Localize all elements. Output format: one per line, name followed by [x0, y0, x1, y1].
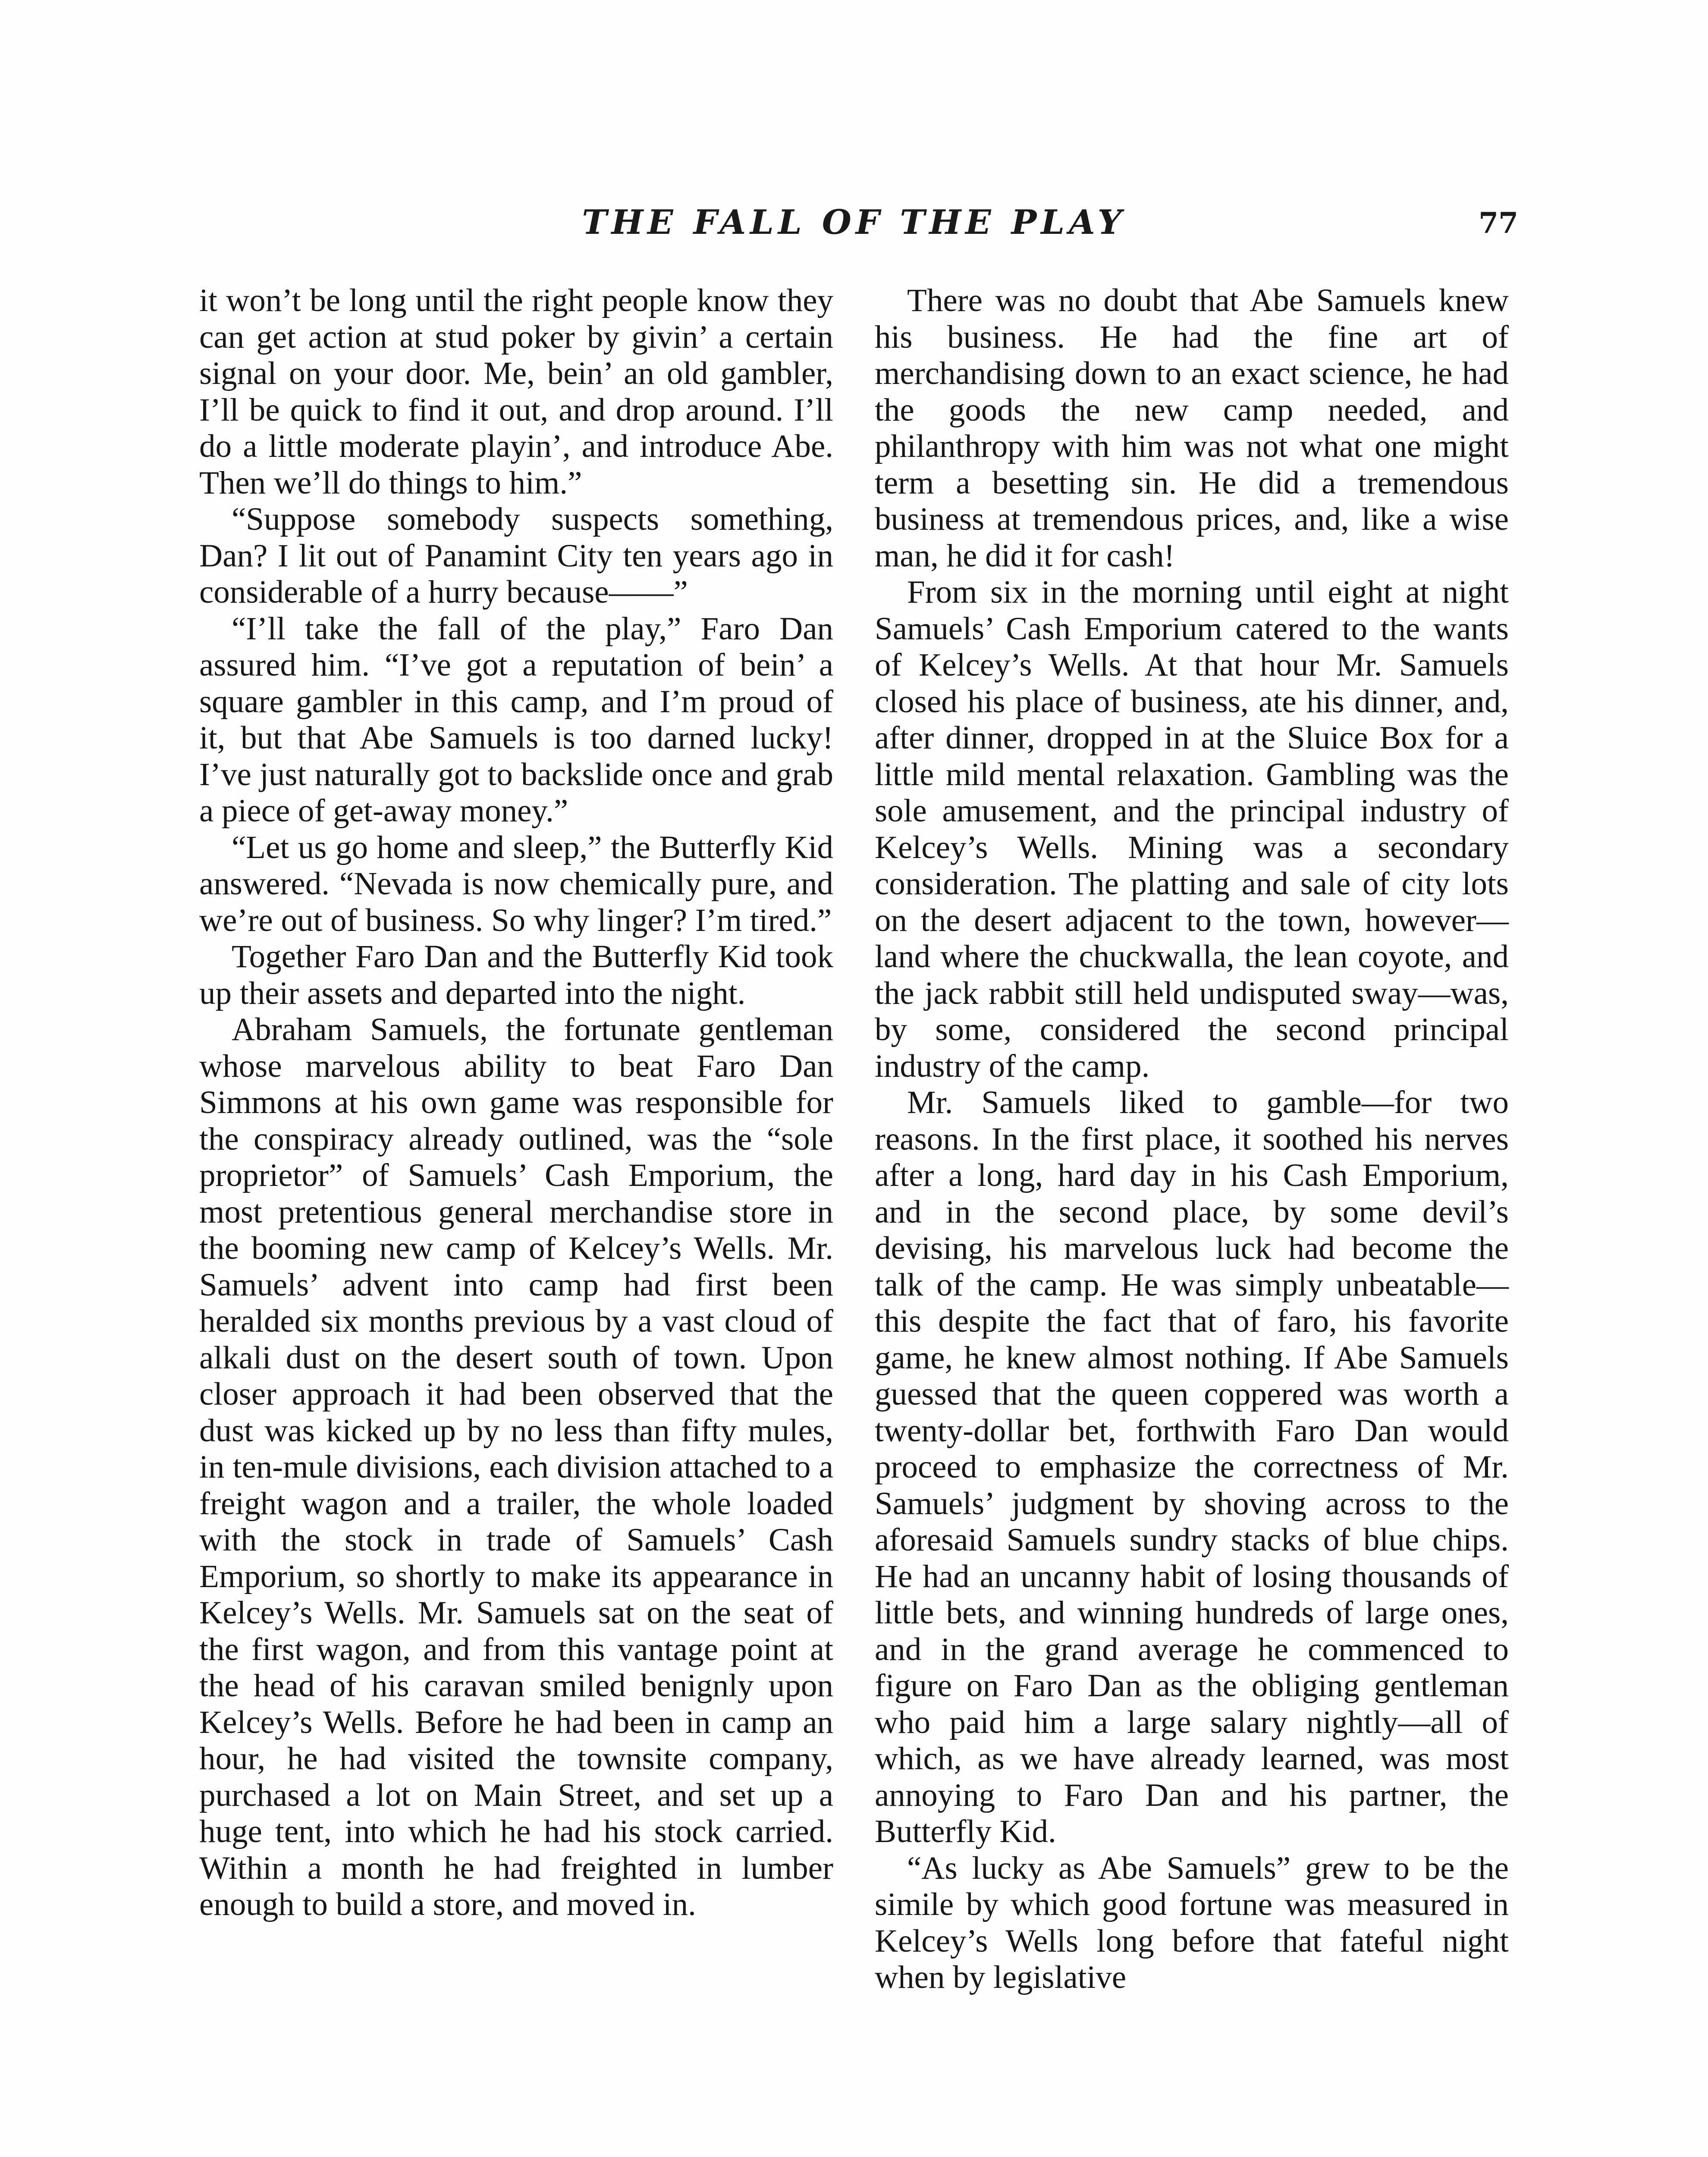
paragraph: From six in the morning until eight at night Samuels’ Cash Emporium catered to the wants of Kelcey’s Wells. At that hour Mr. Samuels closed his place of business, ate his dinner, and, after dinner, dropped in at the Sluice Box for a little mild mental relaxation. Gambling was the sole amusement, and the principal industry of Kelcey’s Wells. Mining was a secondary consideration. The platting and sale of city lots on the desert adjacent to the town, however—land where the chuckwalla, the lean coyote, and the jack rabbit still held undisputed sway—was, by some, considered the second principal industry of the camp.	[875, 574, 1509, 1084]
paragraph: “I’ll take the fall of the play,” Faro Dan assured him. “I’ve got a reputation of bein’ a square gambler in this camp, and I’m proud of it, but that Abe Samuels is too darned lucky! I’ve just naturally got to backslide once and grab a piece of get-away money.”	[199, 610, 833, 829]
paragraph: “Suppose somebody suspects something, Dan? I lit out of Panamint City ten years ago in considerable of a hurry because——”	[199, 501, 833, 610]
paragraph: Together Faro Dan and the Butterfly Kid took up their assets and departed into the night.	[199, 939, 833, 1011]
paragraph: Abraham Samuels, the fortunate gentleman whose marvelous ability to beat Faro Dan Simmons at his own game was responsible for the conspiracy already outlined, was the “sole proprietor” of Samuels’ Cash Emporium, the most pretentious general merchandise store in the booming new camp of Kelcey’s Wells. Mr. Samuels’ advent into camp had first been heralded six months previous by a vast cloud of alkali dust on the desert south of town. Upon closer approach it had been observed that the dust was kicked up by no less than fifty mules, in ten-mule divisions, each division attached to a freight wagon and a trailer, the whole loaded with the stock in trade of Samuels’ Cash Emporium, so shortly to make its appearance in Kelcey’s Wells. Mr. Samuels sat on the seat of the first wagon, and from this vantage point at the head of his caravan smiled benignly upon Kelcey’s Wells. Before he had been in camp an hour, he had visited the townsite company, purchased a lot on Main Street, and set up a huge tent, into which he had his stock carried. Within a month he had freighted in lumber enough to build a store, and moved in.	[199, 1012, 833, 1922]
paragraph: There was no doubt that Abe Samuels knew his business. He had the fine art of merchandising down to an exact science, he had the goods the new camp needed, and philanthropy with him was not what one might term a besetting sin. He did a tremendous business at tremendous prices, and, like a wise man, he did it for cash!	[875, 283, 1509, 574]
page-number: 77	[1479, 206, 1518, 240]
paragraph: Mr. Samuels liked to gamble—for two reasons. In the first place, it soothed his nerves after a long, hard day in his Cash Emporium, and in the second place, by some devil’s devising, his marvelous luck had become the talk of the camp. He was simply unbeatable—this despite the fact that of faro, his favorite game, he knew almost nothing. If Abe Samuels guessed that the queen coppered was worth a twenty-dollar bet, forthwith Faro Dan would proceed to emphasize the correctness of Mr. Samuels’ judgment by shoving across to the aforesaid Samuels sundry stacks of blue chips. He had an uncanny habit of losing thousands of little bets, and winning hundreds of large ones, and in the grand average he commenced to figure on Faro Dan as the obliging gentleman who paid him a large salary nightly—all of which, as we have already learned, was most annoying to Faro Dan and his partner, the Butterfly Kid.	[875, 1085, 1509, 1849]
running-title: THE FALL OF THE PLAY	[582, 203, 1126, 242]
right-column	[875, 283, 1509, 1996]
left-column	[199, 283, 833, 1923]
paragraph: “Let us go home and sleep,” the Butterfly Kid answered. “Nevada is now chemically pure, and we’re out of business. So why linger? I’m tired.”	[199, 829, 833, 938]
paragraph: “As lucky as Abe Samuels” grew to be the simile by which good fortune was measured in Kelcey’s Wells long before that fateful night when by legislative	[875, 1850, 1509, 1995]
paragraph: it won’t be long until the right people know they can get action at stud poker by givin’ a certain signal on your door. Me, bein’ an old gambler, I’ll be quick to find it out, and drop around. I’ll do a little moderate playin’, and introduce Abe. Then we’ll do things to him.”	[199, 283, 833, 501]
running-head	[190, 203, 1518, 267]
